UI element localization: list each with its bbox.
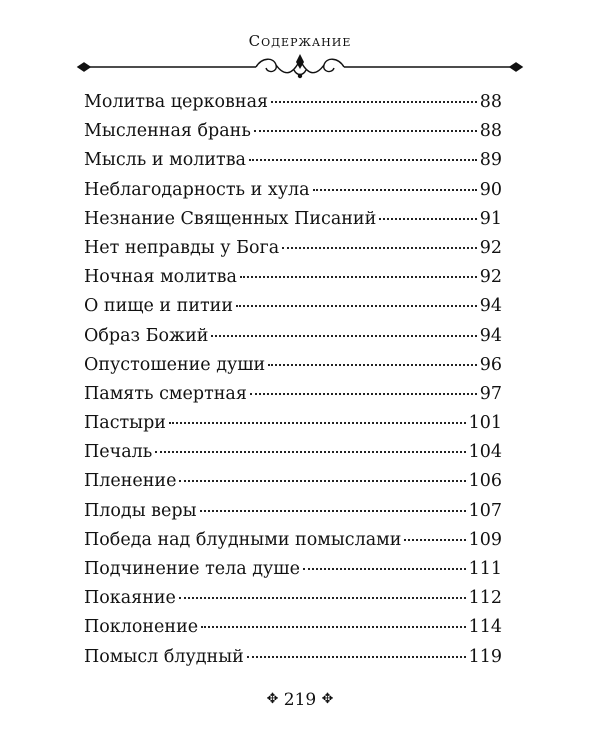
toc-entry-page: 119	[468, 646, 502, 667]
dot-leader	[247, 655, 466, 658]
page-footer	[0, 690, 600, 710]
running-header: Содержание	[248, 32, 352, 50]
toc-entry-page: 101	[468, 413, 502, 434]
toc-entry[interactable]	[84, 88, 502, 117]
toc-entry-page: 112	[468, 588, 502, 609]
toc-entry-title: Пленение	[84, 471, 177, 492]
dot-leader	[240, 275, 477, 278]
dot-leader	[313, 188, 477, 191]
toc-entry-title: Нет неправды у Бога	[84, 237, 280, 258]
fleuron-left-icon: ✥	[266, 691, 279, 707]
toc-entry[interactable]	[84, 292, 502, 321]
toc-entry-title: Подчинение тела душе	[84, 559, 300, 579]
scroll-ornament-icon	[76, 52, 524, 82]
toc-entry[interactable]	[84, 351, 502, 380]
toc-entry-page: 111	[468, 559, 502, 579]
toc-entry-title: Помысл блудный	[84, 646, 244, 667]
toc-entry[interactable]	[84, 584, 502, 613]
toc-entry-title: Поклонение	[84, 617, 199, 638]
dot-leader	[211, 334, 476, 337]
dot-leader	[271, 100, 477, 103]
toc-entry-title: Мысль и молитва	[84, 150, 246, 171]
toc-entry-page: 106	[468, 471, 502, 492]
toc-entry-page: 90	[479, 179, 502, 200]
toc-entry-page: 88	[479, 92, 502, 112]
toc-entry[interactable]	[84, 467, 502, 496]
toc-entry-title: Плоды веры	[84, 500, 197, 521]
toc-entry-title: Опустошение души	[84, 354, 266, 375]
toc-entry-title: Покаяние	[84, 588, 176, 609]
toc-entry-page: 92	[479, 267, 502, 288]
toc-entry-page: 109	[468, 529, 502, 550]
toc-entry[interactable]	[84, 438, 502, 467]
dot-leader	[169, 421, 466, 424]
toc-entry-title: Молитва церковная	[84, 92, 269, 112]
toc-entry[interactable]	[84, 117, 502, 146]
dot-leader	[179, 596, 466, 599]
toc-entry[interactable]	[84, 234, 502, 263]
dot-leader	[236, 304, 477, 307]
dot-leader	[249, 158, 477, 161]
toc-entry[interactable]	[84, 613, 502, 642]
dot-leader	[282, 246, 477, 249]
toc-entry-page: 88	[479, 121, 502, 142]
toc-entry-page: 96	[479, 354, 502, 375]
toc-entry[interactable]	[84, 205, 502, 234]
dot-leader	[379, 217, 476, 220]
toc-entry[interactable]	[84, 526, 502, 555]
dot-leader	[250, 392, 477, 395]
toc-entry-title: Ночная молитва	[84, 267, 237, 288]
toc-entry[interactable]	[84, 263, 502, 292]
dot-leader	[404, 538, 465, 541]
fleuron-right-icon: ✥	[321, 691, 334, 707]
toc-entry-page: 91	[479, 208, 502, 229]
toc-entry[interactable]	[84, 409, 502, 438]
toc-entry[interactable]	[84, 497, 502, 526]
toc-entry-page: 97	[479, 383, 502, 404]
toc-entry[interactable]	[84, 176, 502, 205]
table-of-contents	[84, 88, 502, 672]
toc-entry[interactable]	[84, 643, 502, 672]
toc-entry-title: Неблагодарность и хула	[84, 179, 310, 200]
toc-entry-page: 94	[479, 325, 502, 346]
dot-leader	[200, 509, 466, 512]
toc-entry-title: Образ Божий	[84, 325, 209, 346]
dot-leader	[268, 363, 477, 366]
toc-entry-page: 107	[468, 500, 502, 521]
toc-entry-page: 94	[479, 296, 502, 317]
toc-entry-page: 104	[468, 442, 502, 463]
dot-leader	[155, 450, 465, 453]
toc-entry-page: 114	[468, 617, 502, 638]
toc-entry-title: Победа над блудными помыслами	[84, 529, 402, 550]
toc-entry[interactable]	[84, 322, 502, 351]
toc-entry[interactable]	[84, 146, 502, 175]
toc-entry-title: Пастыри	[84, 413, 166, 434]
dot-leader	[201, 625, 466, 628]
dot-leader	[179, 479, 465, 482]
toc-entry-page: 89	[479, 150, 502, 171]
toc-entry-title: О пище и питии	[84, 296, 233, 317]
page-number: 219	[283, 690, 317, 710]
toc-entry-title: Мысленная брань	[84, 121, 251, 142]
toc-entry-page: 92	[479, 237, 502, 258]
toc-entry[interactable]	[84, 380, 502, 409]
toc-entry-title: Печаль	[84, 442, 153, 463]
toc-entry-title: Незнание Священных Писаний	[84, 208, 377, 229]
dot-leader	[303, 567, 466, 570]
dot-leader	[254, 129, 477, 132]
toc-entry[interactable]	[84, 555, 502, 584]
toc-entry-title: Память смертная	[84, 383, 247, 404]
